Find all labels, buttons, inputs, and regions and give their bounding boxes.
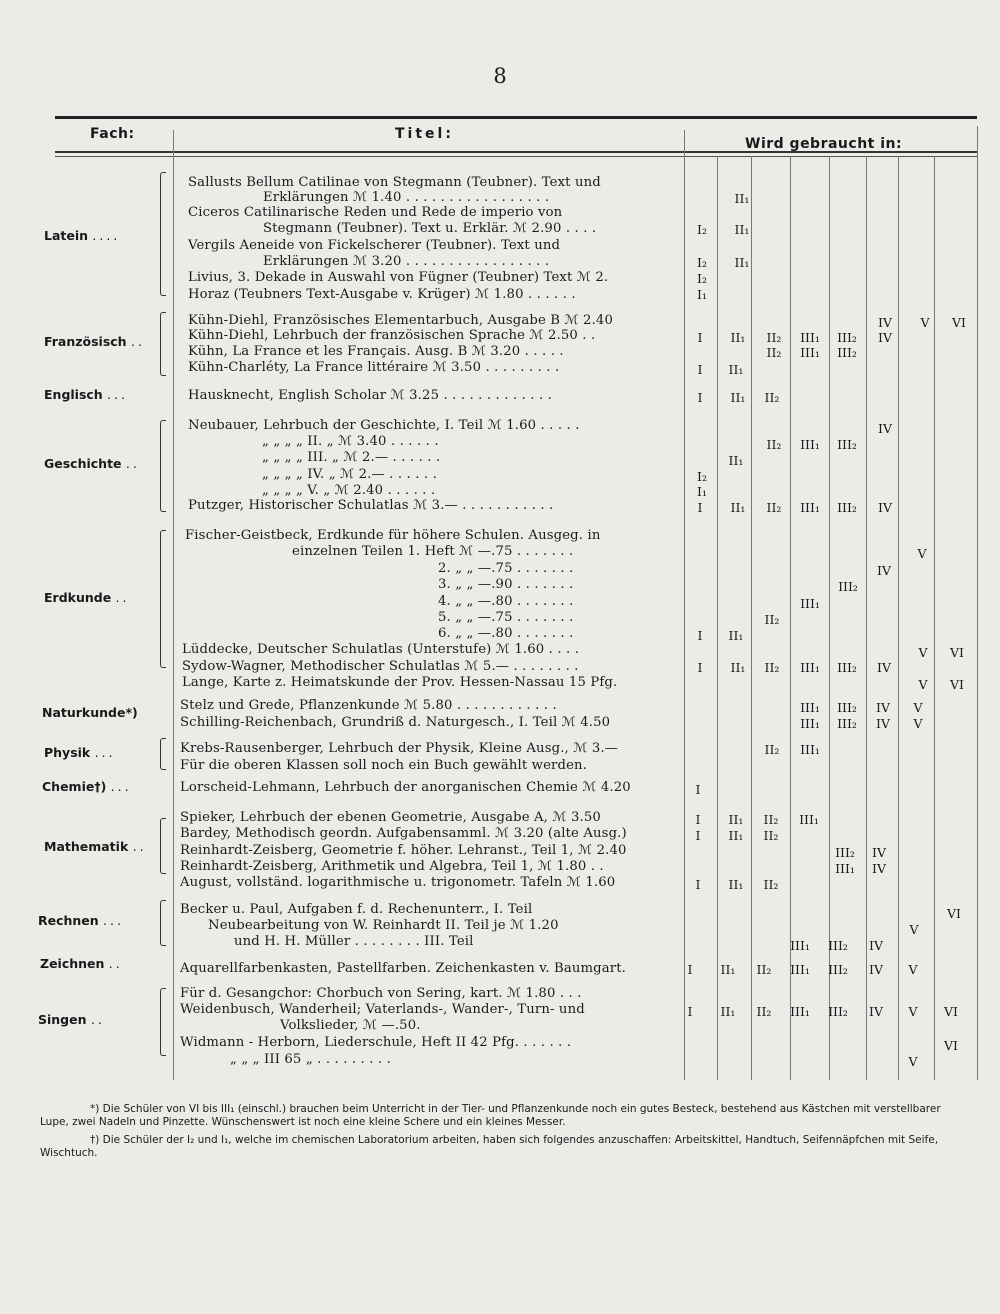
class-cell: I₂ [697,255,707,270]
class-cell: I [697,500,703,515]
class-cell: II₁ [728,362,744,377]
class-cell: IV [877,563,891,578]
class-cell: II₂ [766,345,782,360]
title-line: Kühn-Diehl, Lehrbuch der französischen Sprache ℳ 2.50 . . [188,328,596,343]
subject-label: Chemie†) ... [42,779,132,794]
top-rule [55,116,977,119]
class-cell: II₂ [766,437,782,452]
title-line: Fischer-Geistbeck, Erdkunde für höhere Schulen. Ausgeg. in [185,528,601,543]
class-cell: I₁ [697,484,707,499]
class-cell: III₂ [837,700,857,715]
class-cell: III₁ [790,962,810,977]
class-cell: II₁ [728,812,744,827]
class-cell: I [697,628,703,643]
class-cell: II₂ [763,812,779,827]
class-cell: III₂ [828,938,848,953]
title-line: Vergils Aeneide von Fickelscherer (Teubner). Text und [188,238,561,253]
title-line: Bardey, Methodisch geordn. Aufgabensamml. ℳ 3.20 (alte Ausg.) [180,826,627,841]
class-cell: II₁ [730,500,746,515]
class-cell: IV [876,716,890,731]
title-line: Sydow-Wagner, Methodischer Schulatlas ℳ 5.— . . . . . . . . [182,659,579,674]
brace [160,988,166,1056]
class-cell: I [697,660,703,675]
class-cell: III₁ [800,330,820,345]
title-line: Lüddecke, Deutscher Schulatlas (Unterstufe) ℳ 1.60 . . . . [182,642,580,657]
subject-label: Zeichnen .. [40,956,123,971]
subject-label: Rechnen ... [38,913,124,928]
brace [160,900,166,946]
class-cell: V [918,645,928,660]
class-cell: III₁ [790,938,810,953]
class-cell: I [695,877,701,892]
class-cell: IV [869,962,883,977]
title-line: einzelnen Teilen 1. Heft ℳ —.75 . . . . . . . [292,544,574,559]
header-rule [55,151,977,153]
class-cell: V [913,716,923,731]
header-fach: Fach: [90,126,135,142]
class-cell: II₂ [764,390,780,405]
title-line: Krebs-Rausenberger, Lehrbuch der Physik, Kleine Ausg., ℳ 3.— [180,741,619,756]
title-line: Schilling-Reichenbach, Grundriß d. Naturgesch., I. Teil ℳ 4.50 [180,715,611,730]
class-cell: IV [878,500,892,515]
title-line: Kühn-Charléty, La France littéraire ℳ 3.50 . . . . . . . . . [188,360,560,375]
class-cell: III₂ [837,330,857,345]
class-cell: II₁ [734,255,750,270]
title-line: Horaz (Teubners Text-Ausgabe v. Krüger) ℳ 1.80 . . . . . . [188,287,576,302]
class-cell: IV [869,1004,883,1019]
subject-label: Geschichte .. [44,456,140,471]
class-cell: II₁ [730,390,746,405]
title-line: 5. „ „ —.75 . . . . . . . [438,610,574,625]
class-cell: II₂ [764,660,780,675]
class-cell: I [687,962,693,977]
subject-label: Mathematik .. [44,839,147,854]
title-line: „ „ „ „ V. „ ℳ 2.40 . . . . . . [262,483,436,498]
title-line: 3. „ „ —.90 . . . . . . . [438,577,574,592]
class-cell: III₁ [800,345,820,360]
class-cell: III₂ [837,500,857,515]
class-cell: III₂ [838,579,858,594]
title-line: Neubauer, Lehrbuch der Geschichte, I. Teil ℳ 1.60 . . . . . [188,418,580,433]
class-cell: V [908,1054,918,1069]
class-cell: VI [950,677,964,692]
class-cell: II₂ [763,877,779,892]
class-cell: II₂ [766,330,782,345]
class-cell: III₁ [800,660,820,675]
title-line: Putzger, Historischer Schulatlas ℳ 3.— . . . . . . . . . . . [188,498,554,513]
class-cell: IV [878,330,892,345]
class-cell: V [908,1004,918,1019]
title-line: Für d. Gesangchor: Chorbuch von Sering, kart. ℳ 1.80 . . . [180,986,582,1001]
title-line: Becker u. Paul, Aufgaben f. d. Rechenunterr., I. Teil [180,902,533,917]
class-cell: IV [876,700,890,715]
class-cell: II₁ [720,962,736,977]
title-line: Erklärungen ℳ 1.40 . . . . . . . . . . . . . . . . . [263,190,550,205]
class-cell: V [909,922,919,937]
class-cell: I [697,330,703,345]
subject-label: Singen .. [38,1012,105,1027]
title-line: Widmann - Herborn, Liederschule, Heft II 42 Pfg. . . . . . . [180,1035,572,1050]
class-cell: III₂ [828,962,848,977]
class-cell: III₁ [800,700,820,715]
class-cell: III₁ [790,1004,810,1019]
title-line: Kühn, La France et les Français. Ausg. B ℳ 3.20 . . . . . [188,344,564,359]
title-line: Sallusts Bellum Catilinae von Stegmann (Teubner). Text und [188,175,601,190]
title-line: Stelz und Grede, Pflanzenkunde ℳ 5.80 . . . . . . . . . . . . [180,698,557,713]
subject-label: Latein .... [44,228,121,243]
title-line: Für die oberen Klassen soll noch ein Buch gewählt werden. [180,758,588,773]
class-cell: I [695,828,701,843]
page-number: 8 [493,64,507,88]
class-cell: VI [952,315,966,330]
class-cell: VI [947,906,961,921]
class-cell: II₂ [766,500,782,515]
title-line: Hausknecht, English Scholar ℳ 3.25 . . . . . . . . . . . . . [188,388,552,403]
class-cell: II₂ [756,1004,772,1019]
class-cell: I₁ [697,287,707,302]
class-cell: III₁ [799,812,819,827]
class-cell: III₂ [837,437,857,452]
header-titel: Titel: [395,126,454,142]
class-cell: I [697,390,703,405]
class-cell: VI [950,645,964,660]
title-line: Ciceros Catilinarische Reden und Rede de imperio von [188,205,563,220]
class-cell: II₁ [728,453,744,468]
class-cell: III₁ [800,437,820,452]
class-cell: I₂ [697,271,707,286]
title-line: Lange, Karte z. Heimatskunde der Prov. Hessen-Nassau 15 Pfg. [182,675,618,690]
class-cell: V [920,315,930,330]
class-cell: II₁ [728,828,744,843]
class-cell: III₂ [837,660,857,675]
title-line: Reinhardt-Zeisberg, Geometrie f. höher. Lehranst., Teil 1, ℳ 2.40 [180,843,627,858]
header-rule-thin [55,156,977,157]
class-cell: V [917,546,927,561]
title-line: Neubearbeitung von W. Reinhardt II. Teil je ℳ 1.20 [208,918,559,933]
brace [160,420,166,512]
class-cell: III₁ [800,716,820,731]
title-line: 4. „ „ —.80 . . . . . . . [438,594,574,609]
class-cell: III₁ [800,500,820,515]
class-cell: III₁ [800,596,820,611]
class-cell: IV [872,845,886,860]
subject-label: Englisch ... [44,387,128,402]
title-line: Reinhardt-Zeisberg, Arithmetik und Algebra, Teil 1, ℳ 1.80 . . [180,859,604,874]
brace [160,172,166,296]
column-line [684,130,685,1080]
class-cell: I [695,812,701,827]
brace [160,818,166,874]
class-cell: III₂ [837,345,857,360]
title-line: Weidenbusch, Wanderheil; Vaterlands-, Wander-, Turn- und [180,1002,585,1017]
class-cell: IV [878,315,892,330]
brace [160,530,166,668]
class-cell: IV [877,660,891,675]
subject-label: Erdkunde .. [44,590,130,605]
class-cell: IV [872,861,886,876]
class-cell: II₂ [764,742,780,757]
class-cell: II₁ [734,191,750,206]
brace [160,312,166,376]
class-cell: II₁ [720,1004,736,1019]
brace [160,738,166,770]
subject-label: Französisch .. [44,334,145,349]
class-cell: II₁ [734,222,750,237]
class-cell: V [908,962,918,977]
class-cell: I₂ [697,222,707,237]
footnote-star: *) Die Schüler von VI bis III₁ (einschl.) brauchen beim Unterricht in der Tier- und Pflanzenkunde noch ein gutes Besteck, bestehend aus Kästchen mit verstellbarer Lupe, zwei Nadeln und Pinzette. Wünschenswert ist noch eine kleine Schere und ein kleines Messer. [40,1103,941,1128]
title-line: und H. H. Müller . . . . . . . . III. Teil [234,934,474,949]
title-line: „ „ „ „ IV. „ ℳ 2.— . . . . . . [262,467,437,482]
class-cell: I₂ [697,469,707,484]
class-cell: III₁ [835,861,855,876]
title-line: Erklärungen ℳ 3.20 . . . . . . . . . . . . . . . . . [263,254,550,269]
title-line: Spieker, Lehrbuch der ebenen Geometrie, Ausgabe A, ℳ 3.50 [180,810,601,825]
title-line: Livius, 3. Dekade in Auswahl von Fügner (Teubner) Text ℳ 2. [188,270,609,285]
class-cell: III₂ [835,845,855,860]
column-line [898,156,899,1080]
title-line: 6. „ „ —.80 . . . . . . . [438,626,574,641]
subject-label: Naturkunde*) [42,705,138,720]
class-cell: II₂ [756,962,772,977]
title-line: „ „ „ III 65 „ . . . . . . . . . [230,1052,391,1067]
column-line [751,156,752,1080]
class-cell: III₂ [828,1004,848,1019]
class-cell: IV [878,421,892,436]
footnote-dagger: †) Die Schüler der I₂ und I₁, welche im chemischen Laboratorium arbeiten, haben sich folgendes anzuschaffen: Arbeitskittel, Handtuch, Seifennäpfchen mit Seife, Wischtuch. [40,1134,939,1159]
title-line: Stegmann (Teubner). Text u. Erklär. ℳ 2.90 . . . . [263,221,597,236]
class-cell: II₁ [730,660,746,675]
title-line: „ „ „ „ III. „ ℳ 2.— . . . . . . [262,450,441,465]
class-cell: V [913,700,923,715]
class-cell: IV [869,938,883,953]
class-cell: III₁ [800,742,820,757]
title-line: Aquarellfarbenkasten, Pastellfarben. Zeichenkasten v. Baumgart. [180,961,627,976]
class-cell: II₂ [763,828,779,843]
class-cell: VI [944,1004,958,1019]
class-cell: I [687,1004,693,1019]
title-line: Kühn-Diehl, Französisches Elementarbuch, Ausgabe B ℳ 2.40 [188,313,614,328]
title-line: Lorscheid-Lehmann, Lehrbuch der anorganischen Chemie ℳ 4.20 [180,780,631,795]
class-cell: II₁ [728,877,744,892]
subject-label: Physik ... [44,745,116,760]
class-cell: II₁ [730,330,746,345]
title-line: 2. „ „ —.75 . . . . . . . [438,561,574,576]
class-cell: I [695,782,701,797]
class-cell: II₁ [728,628,744,643]
class-cell: II₂ [764,612,780,627]
title-line: „ „ „ „ II. „ ℳ 3.40 . . . . . . [262,434,439,449]
header-gebraucht: Wird gebraucht in: [745,136,903,152]
class-cell: I [697,362,703,377]
column-line [934,156,935,1080]
column-line [173,130,174,1080]
title-line: Volkslieder, ℳ —.50. [280,1018,421,1033]
title-line: August, vollständ. logarithmische u. trigonometr. Tafeln ℳ 1.60 [180,875,616,890]
class-cell: VI [944,1038,958,1053]
class-cell: III₂ [837,716,857,731]
class-cell: V [918,677,928,692]
column-line [977,126,978,1080]
